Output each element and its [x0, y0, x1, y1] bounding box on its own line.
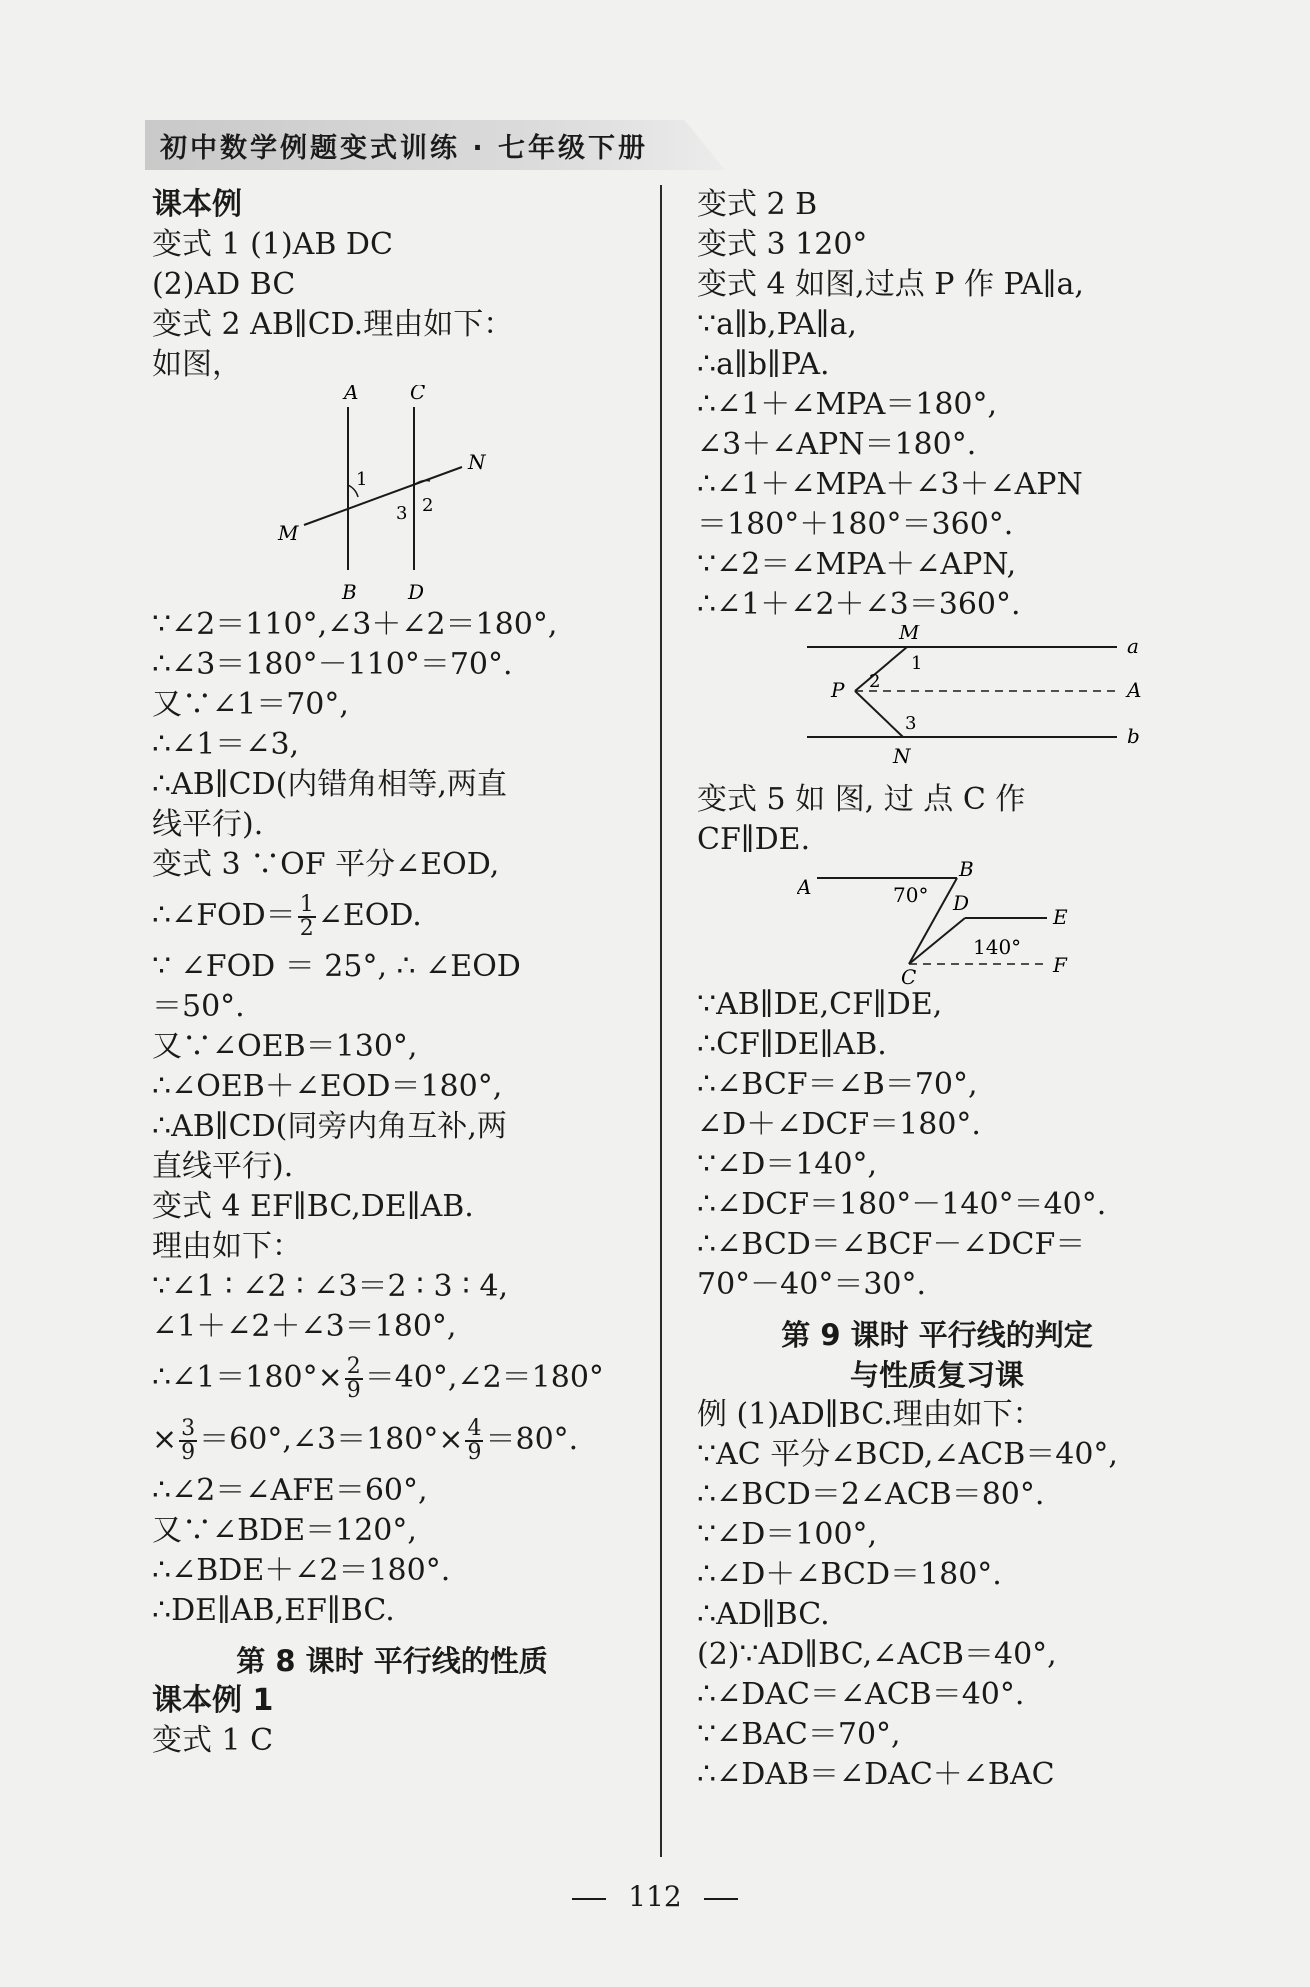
solution-line: ∴∠OEB＋∠EOD＝180°, [152, 1069, 503, 1104]
label-3: 3 [905, 713, 917, 734]
solution-line: 变式 5 如 图, 过 点 C 作 [697, 782, 1026, 817]
fraction: $\frac{3}{9}$ [181, 1416, 196, 1465]
label-F: F [1053, 953, 1067, 977]
solution-line: ∴∠1＝180°× $\frac{2}{9}$ ＝40°,∠2＝180° [152, 1354, 604, 1403]
solution-line: ∴∠DAC＝∠ACB＝40°. [697, 1677, 1025, 1712]
solution-line: ∴∠DAB＝∠DAC＋∠BAC [697, 1757, 1055, 1792]
solution-line: ∴∠1＋∠2＋∠3＝360°. [697, 587, 1021, 622]
solution-line: ∠D＋∠DCF＝180°. [697, 1107, 981, 1142]
solution-line: ∠3＋∠APN＝180°. [697, 427, 977, 462]
figure-1-svg [272, 385, 572, 605]
solution-line: ∴∠BCD＝2∠ACB＝80°. [697, 1477, 1045, 1512]
solution-line: 线平行). [152, 807, 264, 842]
solution-line: ∴DE∥AB,EF∥BC. [152, 1593, 395, 1628]
solution-line: ∵∠BAC＝70°, [697, 1717, 901, 1752]
book-header-title: 初中数学例题变式训练 · 七年级下册 [160, 133, 649, 164]
label-M: M [278, 521, 299, 545]
solution-line: 70°－40°＝30°. [697, 1267, 927, 1302]
solution-line: ∴a∥b∥PA. [697, 347, 830, 382]
label-1: 1 [911, 653, 923, 674]
fraction: $\frac{1}{2}$ [299, 892, 314, 941]
label-A: A [797, 875, 812, 899]
solution-line: ∠1＋∠2＋∠3＝180°, [152, 1309, 457, 1344]
solution-line: 如图， [152, 347, 242, 382]
label-B: B [342, 580, 357, 604]
solution-line: ∴∠1＝∠3, [152, 727, 300, 762]
label-A: A [1127, 678, 1142, 702]
solution-line: CF∥DE. [697, 822, 811, 857]
solution-line: (2)AD BC [152, 267, 296, 302]
label-P: P [831, 678, 845, 702]
lesson-title-continued: 与性质复习课 [849, 1358, 1024, 1392]
section-heading: 课本例 1 [152, 1683, 274, 1718]
solution-line: ∵∠D＝140°, [697, 1147, 878, 1182]
fraction: $\frac{4}{9}$ [467, 1416, 482, 1465]
label-70: 70° [893, 883, 929, 907]
label-N: N [893, 744, 911, 768]
solution-line: 理由如下： [152, 1229, 302, 1264]
solution-line: ∴AB∥CD(同旁内角互补,两 [152, 1109, 507, 1144]
solution-line: ＝50°. [152, 989, 245, 1024]
solution-line: 变式 3 120° [697, 227, 868, 262]
figure-3-svg [797, 860, 1157, 985]
solution-line: ∴AB∥CD(内错角相等,两直 [152, 767, 507, 802]
solution-line: ∴∠3＝180°－110°＝70°. [152, 647, 513, 682]
right-column [697, 185, 1177, 1795]
column-divider [660, 185, 662, 1857]
label-2: 2 [869, 671, 881, 692]
solution-line: ∴AD∥BC. [697, 1597, 830, 1632]
line-mn [304, 467, 462, 525]
solution-line: ＝180°＋180°＝360°. [697, 507, 1014, 542]
solution-line: (2)∵AD∥BC,∠ACB＝40°, [697, 1637, 1057, 1672]
solution-line: 又∵∠OEB＝130°, [152, 1029, 418, 1064]
solution-line: ∵∠2＝∠MPA＋∠APN, [697, 547, 1017, 582]
solution-line: ∴∠2＝∠AFE＝60°, [152, 1473, 428, 1508]
solution-line: ∵∠D＝100°, [697, 1517, 878, 1552]
label-A: A [344, 385, 359, 404]
solution-line: ∴CF∥DE∥AB. [697, 1027, 887, 1062]
label-a: a [1127, 634, 1139, 658]
solution-line: 变式 2 B [697, 187, 818, 222]
solution-line: 变式 3 ∵OF 平分∠EOD, [152, 847, 500, 882]
solution-line: ∴∠BDE＋∠2＝180°. [152, 1553, 451, 1588]
label-C: C [901, 965, 917, 985]
solution-line: ∴∠1＋∠MPA＝180°, [697, 387, 998, 422]
solution-line: ∵∠1 ∶ ∠2 ∶ ∠3＝2 ∶ 3 ∶ 4, [152, 1269, 509, 1304]
solution-line: 例 (1)AD∥BC.理由如下： [697, 1397, 1043, 1432]
label-140: 140° [973, 935, 1022, 959]
solution-line: ∴∠FOD＝ $\frac{1}{2}$ ∠EOD. [152, 892, 422, 941]
segment-cd [909, 918, 965, 964]
segment-mp [855, 647, 907, 691]
label-2: 2 [422, 495, 434, 516]
label-3: 3 [396, 503, 408, 524]
page-number-dash-left [572, 1898, 606, 1900]
solution-line: 直线平行). [152, 1149, 294, 1184]
solution-line: ∴∠BCD＝∠BCF－∠DCF＝ [697, 1227, 1086, 1262]
solution-line: ∴∠D＋∠BCD＝180°. [697, 1557, 1002, 1592]
segment-pn [855, 691, 903, 737]
solution-line: ∴∠DCF＝180°－140°＝40°. [697, 1187, 1107, 1222]
figure-parallel-lines-point-p [697, 625, 1177, 770]
solution-line: × $\frac{3}{9}$ ＝60°,∠3＝180°× $\frac{4}{9}$ ＝80°. [152, 1416, 579, 1465]
solution-line: ∴∠BCF＝∠B＝70°, [697, 1067, 978, 1102]
solution-line: 变式 1 (1)AB DC [152, 227, 393, 262]
lesson-title: 第 8 课时 平行线的性质 [236, 1644, 548, 1678]
label-N: N [468, 450, 486, 474]
solution-line: ∵AB∥DE,CF∥DE, [697, 987, 943, 1022]
solution-line: 变式 4 如图,过点 P 作 PA∥a, [697, 267, 1084, 302]
label-M: M [899, 625, 920, 644]
solution-line: ∵AC 平分∠BCD,∠ACB＝40°, [697, 1437, 1118, 1472]
solution-line: 变式 1 C [152, 1723, 274, 1758]
section-heading: 课本例 [152, 187, 242, 222]
solution-line: 又∵∠1＝70°, [152, 687, 349, 722]
solution-line: 又∵∠BDE＝120°, [152, 1513, 417, 1548]
label-b: b [1127, 724, 1140, 748]
label-D: D [953, 891, 970, 915]
label-C: C [410, 385, 426, 404]
left-column [152, 185, 632, 1761]
page-number: 112 [0, 1880, 1310, 1913]
label-E: E [1053, 905, 1068, 929]
solution-line: ∵a∥b,PA∥a, [697, 307, 857, 342]
solution-line: ∴∠1＋∠MPA＋∠3＋∠APN [697, 467, 1083, 502]
solution-line: ∵∠2＝110°,∠3＋∠2＝180°, [152, 607, 558, 642]
solution-line: 变式 2 AB∥CD.理由如下： [152, 307, 514, 342]
figure-bent-line [697, 860, 1177, 985]
page-number-dash-right [704, 1898, 738, 1900]
figure-parallel-lines-transversal [152, 385, 632, 605]
lesson-title: 第 9 课时 平行线的判定 [781, 1318, 1093, 1352]
label-B: B [959, 860, 974, 881]
figure-2-svg [797, 625, 1157, 770]
fraction: $\frac{2}{9}$ [346, 1354, 361, 1403]
label-D: D [408, 580, 425, 604]
label-1: 1 [356, 469, 368, 490]
solution-line: 变式 4 EF∥BC,DE∥AB. [152, 1189, 474, 1224]
solution-line: ∵ ∠FOD ＝ 25°, ∴ ∠EOD [152, 949, 521, 984]
